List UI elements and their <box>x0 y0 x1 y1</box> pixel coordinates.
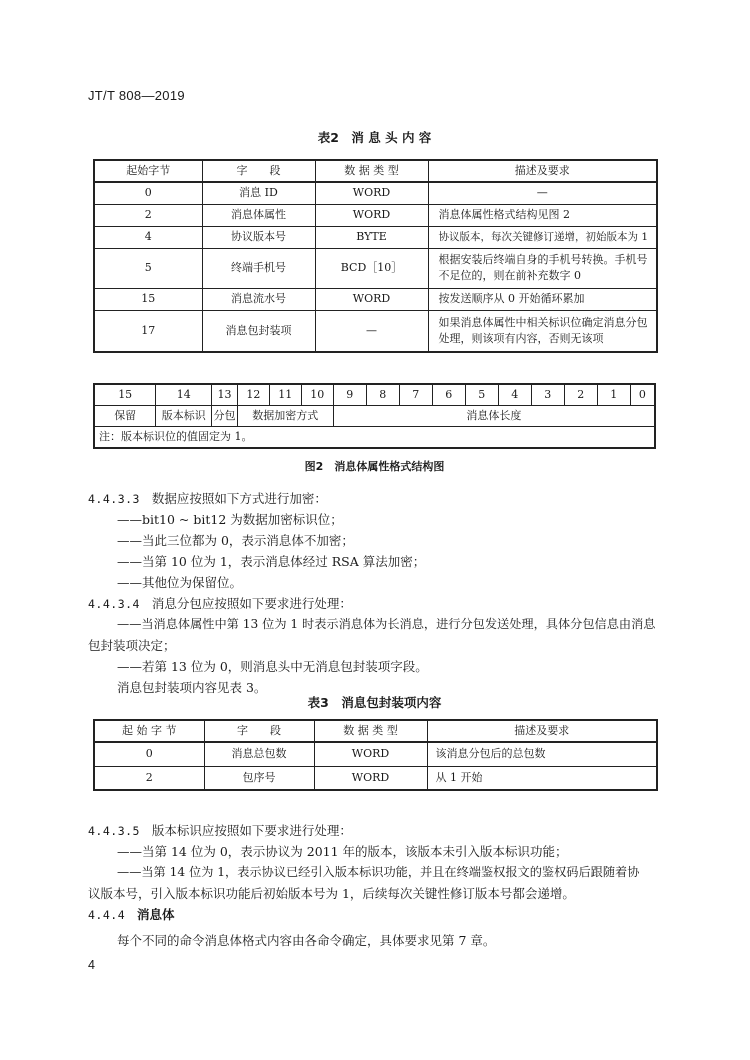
table-cell: 该消息分包后的总包数 <box>427 742 657 766</box>
table-cell: 终端手机号 <box>202 248 315 288</box>
list-item: ——当第 14 位为 1，表示协议已经引入版本标识功能，并且在终端鉴权报文的鉴权码后跟随着协 <box>117 865 640 879</box>
table-row <box>94 288 657 310</box>
field-encryption-mode: 数据加密方式 <box>237 406 333 427</box>
table-cell: 协议版本号 <box>202 226 315 248</box>
list-item-continuation: 包封装项决定； <box>88 638 176 653</box>
table-cell: 根据安装后终端自身的手机号转换。手机号不足位的，则在前补充数字 0 <box>428 248 657 288</box>
table-row <box>94 226 657 248</box>
table3 <box>93 719 658 791</box>
table-cell: 17 <box>94 310 202 352</box>
bit-number: 2 <box>564 384 597 406</box>
table-row <box>94 310 657 352</box>
table-row <box>94 182 657 204</box>
clause-title: 消息体 <box>137 907 175 922</box>
bit-number: 15 <box>94 384 156 406</box>
bit-number: 9 <box>333 384 366 406</box>
bit-number: 6 <box>432 384 465 406</box>
table-cell: 消息流水号 <box>202 288 315 310</box>
table-row <box>94 742 657 766</box>
table2-header-row <box>94 160 657 182</box>
table-cell: 2 <box>94 204 202 226</box>
column-header: 描述及要求 <box>428 160 657 182</box>
bit-number: 12 <box>237 384 269 406</box>
field-reserved: 保留 <box>94 406 156 427</box>
table-cell: 0 <box>94 742 204 766</box>
table-cell: 消息 ID <box>202 182 315 204</box>
page-number: 4 <box>88 958 95 972</box>
table-cell: 15 <box>94 288 202 310</box>
list-item: ——若第 13 位为 0，则消息头中无消息包封装项字段。 <box>117 659 428 674</box>
table-cell: 包序号 <box>204 766 314 790</box>
figure2-bit-layout <box>93 383 656 449</box>
column-header: 字 段 <box>204 720 314 742</box>
bit-number: 7 <box>399 384 432 406</box>
bit-number: 10 <box>301 384 333 406</box>
table-cell: 0 <box>94 182 202 204</box>
column-header: 数 据 类 型 <box>314 720 427 742</box>
table3-caption: 表3 消息包封装项内容 <box>307 695 442 710</box>
field-version-flag: 版本标识 <box>156 406 212 427</box>
column-header: 起始字节 <box>94 160 202 182</box>
section-444-heading <box>88 904 175 926</box>
paragraph: 消息包封装项内容见表 3。 <box>117 680 267 695</box>
column-header: 字 段 <box>202 160 315 182</box>
bit-number: 0 <box>630 384 655 406</box>
bit-number-row <box>94 384 655 406</box>
table-cell: BYTE <box>315 226 428 248</box>
figure2-note-row <box>94 427 655 449</box>
table2 <box>93 159 658 353</box>
list-item: ——当此三位都为 0，表示消息体不加密； <box>117 533 354 548</box>
field-subpackage: 分包 <box>212 406 238 427</box>
table-cell: WORD <box>315 182 428 204</box>
table-row <box>94 204 657 226</box>
table-cell: 消息包封装项 <box>202 310 315 352</box>
column-header: 起 始 字 节 <box>94 720 204 742</box>
paragraph: 每个不同的命令消息体格式内容由各命令确定，具体要求见第 7 章。 <box>117 933 496 948</box>
table-cell: WORD <box>314 742 427 766</box>
table-cell: 4 <box>94 226 202 248</box>
table-cell: WORD <box>315 204 428 226</box>
table-cell: 如果消息体属性中相关标识位确定消息分包处理，则该项有内容，否则无该项 <box>428 310 657 352</box>
list-item: ——当第 14 位为 0，表示协议为 2011 年的版本，该版本未引入版本标识功能； <box>117 844 568 859</box>
clause-number: 4.4.3.4 <box>88 597 140 611</box>
bit-number: 4 <box>498 384 531 406</box>
table-cell: 消息总包数 <box>204 742 314 766</box>
bit-number: 11 <box>269 384 301 406</box>
table2-caption: 表2 消 息 头 内 容 <box>317 130 432 145</box>
clause-number: 4.4.4 <box>88 908 126 922</box>
list-item: ——bit10 ~ bit12 为数据加密标识位； <box>117 512 343 527</box>
table-cell: 消息体属性 <box>202 204 315 226</box>
section-4434-heading <box>88 593 352 615</box>
section-4433-heading <box>88 488 327 510</box>
bit-field-row <box>94 406 655 427</box>
table-cell: 2 <box>94 766 204 790</box>
list-item: ——其他位为保留位。 <box>117 575 243 590</box>
table-cell: 从 1 开始 <box>427 766 657 790</box>
bit-number: 1 <box>597 384 630 406</box>
list-item: ——当消息体属性中第 13 位为 1 时表示消息体为长消息，进行分包发送处理，具体分包信息由消息 <box>117 617 656 631</box>
list-item-continuation: 议版本号，引入版本标识功能后初始版本号为 1，后续每次关键性修订版本号都会递增。 <box>88 886 575 901</box>
table-cell: WORD <box>314 766 427 790</box>
clause-title: 版本标识应按照如下要求进行处理： <box>151 823 352 838</box>
table-cell: 协议版本，每次关键修订递增，初始版本为 1 <box>428 226 657 248</box>
table-cell: 5 <box>94 248 202 288</box>
column-header: 数 据 类 型 <box>315 160 428 182</box>
figure2-caption: 图2 消息体属性格式结构图 <box>304 460 445 473</box>
document-id: JT/T 808—2019 <box>88 88 185 103</box>
clause-title: 消息分包应按照如下要求进行处理： <box>151 596 352 611</box>
table-cell: 按发送顺序从 0 开始循环累加 <box>428 288 657 310</box>
table-row <box>94 766 657 790</box>
bit-number: 3 <box>531 384 564 406</box>
table-cell: — <box>315 310 428 352</box>
bit-number: 14 <box>156 384 212 406</box>
table-cell: 消息体属性格式结构见图 2 <box>428 204 657 226</box>
clause-number: 4.4.3.5 <box>88 824 140 838</box>
clause-title: 数据应按照如下方式进行加密： <box>151 491 327 506</box>
field-body-length: 消息体长度 <box>333 406 655 427</box>
table-cell: BCD［10］ <box>315 248 428 288</box>
table3-header-row <box>94 720 657 742</box>
table-cell: WORD <box>315 288 428 310</box>
column-header: 描述及要求 <box>427 720 657 742</box>
bit-number: 8 <box>366 384 399 406</box>
bit-number: 13 <box>212 384 238 406</box>
table-row <box>94 248 657 288</box>
section-4435-heading <box>88 820 352 842</box>
list-item: ——当第 10 位为 1，表示消息体经过 RSA 算法加密； <box>117 554 426 569</box>
table-cell: — <box>428 182 657 204</box>
clause-number: 4.4.3.3 <box>88 492 140 506</box>
figure2-note: 注：版本标识位的值固定为 1。 <box>94 427 655 449</box>
bit-number: 5 <box>465 384 498 406</box>
